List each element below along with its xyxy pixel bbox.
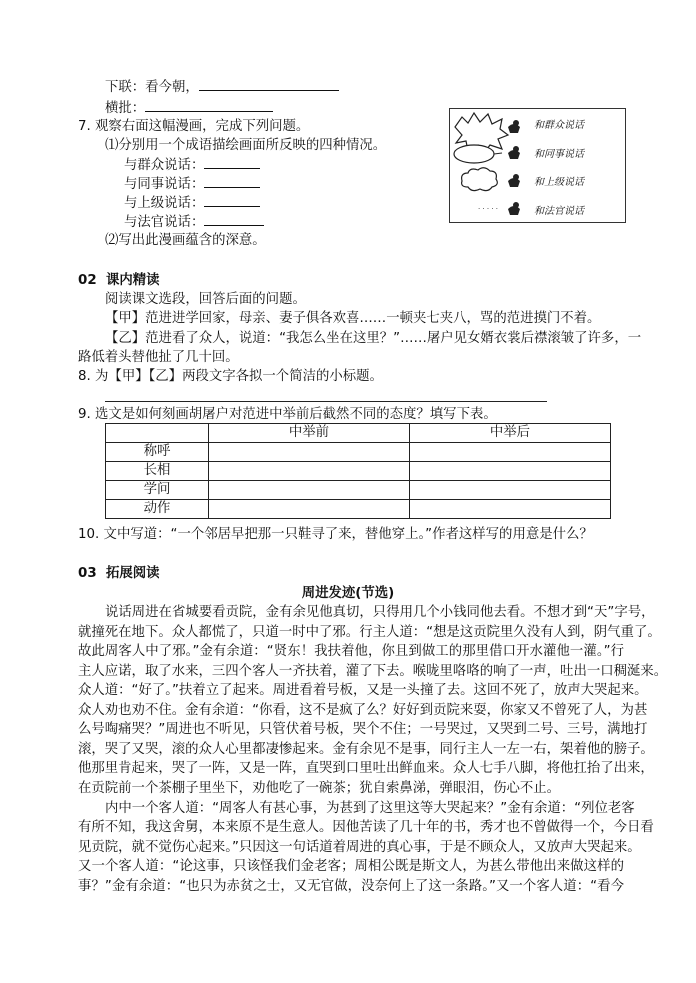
section-title: 课内精读 xyxy=(105,273,160,288)
cartoon-label: 和法官说话 xyxy=(534,206,584,217)
table-header-row xyxy=(106,424,611,443)
table-header-cell: 中举前 xyxy=(209,424,410,443)
cartoon-label: 和上级说话 xyxy=(534,177,584,188)
q7-item-label: 与上级说话： xyxy=(124,196,205,211)
passage-line: 见贡院，就不觉伤心起来。”只因这一句话道着周进的真心事，于是不顾众人，又放声大哭起来。 xyxy=(78,840,641,855)
passage-line: 就撞死在地下。众人都慌了，只道一时中了邪。行主人道：“想是这贡院里久没有人到，阴气重了。 xyxy=(78,625,661,640)
table-row xyxy=(106,462,611,481)
answer-blank[interactable] xyxy=(204,212,264,226)
section-02-heading xyxy=(78,271,160,290)
cartoon-label: 和同事说话 xyxy=(534,149,584,160)
passage-line: 众人劝也劝不住。金有余道：“你看，这不是疯了么？好好到贡院来耍，你家又不曾死了人，为甚 xyxy=(78,703,648,718)
row-label: 学问 xyxy=(106,481,209,500)
passage-line: 内中一个客人道：“周客人有甚心事，为甚到了这里这等大哭起来？”金有余道：“列位老客 xyxy=(105,801,635,816)
answer-blank[interactable] xyxy=(204,174,260,188)
sec02-yi-line2: 路低着头替他扯了几十回。 xyxy=(78,350,239,365)
q7-item xyxy=(124,174,260,194)
q8-answer-line[interactable] xyxy=(105,401,547,402)
couplet-horizontal-label: 横批： xyxy=(105,101,146,116)
passage-title: 周进发迹(节选) xyxy=(301,586,395,601)
passage-line: 说话周进在省城要看贡院，金有余见他真切，只得用几个小钱同他去看。不想才到“天”字号， xyxy=(105,605,655,620)
answer-blank[interactable] xyxy=(204,155,260,169)
answer-cell[interactable] xyxy=(410,481,611,500)
passage-line: 主人应诺，取了水来，三四个客人一齐扶着，灌了下去。喉咙里咯咯的响了一声，吐出一口稠涎来。 xyxy=(78,664,668,679)
row-label: 长相 xyxy=(106,462,209,481)
section-number: 03 xyxy=(78,566,97,581)
q9-table xyxy=(105,423,611,519)
table-header-cell: 中举后 xyxy=(410,424,611,443)
passage-line: 在贡院前一个茶棚子里坐下，劝他吃了一碗茶；犹自索鼻涕，弹眼泪，伤心不止。 xyxy=(78,781,561,796)
row-label: 动作 xyxy=(106,500,209,519)
answer-blank[interactable] xyxy=(199,77,339,91)
section-title: 拓展阅读 xyxy=(105,566,160,581)
answer-cell[interactable] xyxy=(410,500,611,519)
cartoon-label: 和群众说话 xyxy=(534,120,584,131)
section-03-heading xyxy=(78,564,160,583)
q7-item-label: 与同事说话： xyxy=(124,177,205,192)
passage-line: 又一个客人道：“论这事，只该怪我们金老客；周相公既是斯文人，为甚么带他出来做这样的 xyxy=(78,859,624,874)
q7-item-label: 与法官说话： xyxy=(124,215,205,230)
answer-cell[interactable] xyxy=(209,481,410,500)
q7-sub1: ⑴分别用一个成语描绘画面所反映的四种情况。 xyxy=(105,138,387,153)
q7-title: 7. 观察右面这幅漫画，完成下列问题。 xyxy=(78,119,310,134)
couplet-lower-label: 下联：看今朝， xyxy=(105,80,199,95)
section-number: 02 xyxy=(78,273,97,288)
q7-item xyxy=(124,212,264,232)
q7-item-label: 与群众说话： xyxy=(124,158,205,173)
couplet-lower-line xyxy=(105,77,339,97)
answer-cell[interactable] xyxy=(410,443,611,462)
sec02-jia: 【甲】范进进学回家，母亲、妻子俱各欢喜……一顿夹七夹八，骂的范进摸门不着。 xyxy=(105,311,601,326)
q7-item xyxy=(124,155,260,175)
couplet-horizontal-line xyxy=(105,98,273,118)
passage-line: 滚，哭了又哭，滚的众人心里都凄惨起来。金有余见不是事，同行主人一左一右，架着他的膀子。 xyxy=(78,742,654,757)
passage-line: 众人道：“好了。”扶着立了起来。周进看着号板，又是一头撞了去。这回不死了，放声大哭起来。 xyxy=(78,683,648,698)
q9-text: 9. 选文是如何刻画胡屠户对范进中举前后截然不同的态度？填写下表。 xyxy=(78,407,497,422)
passage-line: 故此周客人中了邪。”金有余道：“贤东！我扶着他，你且到做工的那里借口开水灌他一灌。”行 xyxy=(78,644,624,659)
q7-item xyxy=(124,193,260,213)
answer-blank[interactable] xyxy=(204,193,260,207)
q10-text: 10. 文中写道：“一个邻居早把那一只鞋寻了来，替他穿上。”作者这样写的用意是什么？ xyxy=(78,527,593,542)
passage-line: 他那里肯起来，哭了一阵，又是一阵，直哭到口里吐出鲜血来。众人七手八脚，将他扛抬了出来， xyxy=(78,761,654,776)
table-row xyxy=(106,500,611,519)
sec02-intro: 阅读课文选段，回答后面的问题。 xyxy=(105,292,306,307)
table-row xyxy=(106,481,611,500)
cartoon-image xyxy=(449,108,626,223)
q7-sub2: ⑵写出此漫画蕴含的深意。 xyxy=(105,233,266,248)
q8-text: 8. 为【甲】【乙】两段文字各拟一个简洁的小标题。 xyxy=(78,369,383,384)
passage-line: 么号啕痛哭？”周进也不听见，只管伏着号板，哭个不住；一号哭过，又哭到二号、三号，满地打 xyxy=(78,722,648,737)
svg-text:· · · · ·: · · · · · xyxy=(478,205,499,213)
answer-cell[interactable] xyxy=(209,462,410,481)
answer-cell[interactable] xyxy=(410,462,611,481)
row-label: 称呼 xyxy=(106,443,209,462)
table-header-cell xyxy=(106,424,209,443)
answer-blank[interactable] xyxy=(145,98,273,112)
passage-line: 事？”金有余道：“也只为赤贫之士，又无官做，没奈何上了这一条路。”又一个客人道：“看今 xyxy=(78,879,624,894)
table-row xyxy=(106,443,611,462)
sec02-yi-line1: 【乙】范进看了众人，说道：“我怎么坐在这里？”……屠户见女婿衣裳后襟滚皱了许多，一 xyxy=(105,331,642,346)
passage-line: 有所不知，我这舍舅，本来原不是生意人。因他苦读了几十年的书，秀才也不曾做得一个，今日看 xyxy=(78,820,654,835)
answer-cell[interactable] xyxy=(209,500,410,519)
answer-cell[interactable] xyxy=(209,443,410,462)
